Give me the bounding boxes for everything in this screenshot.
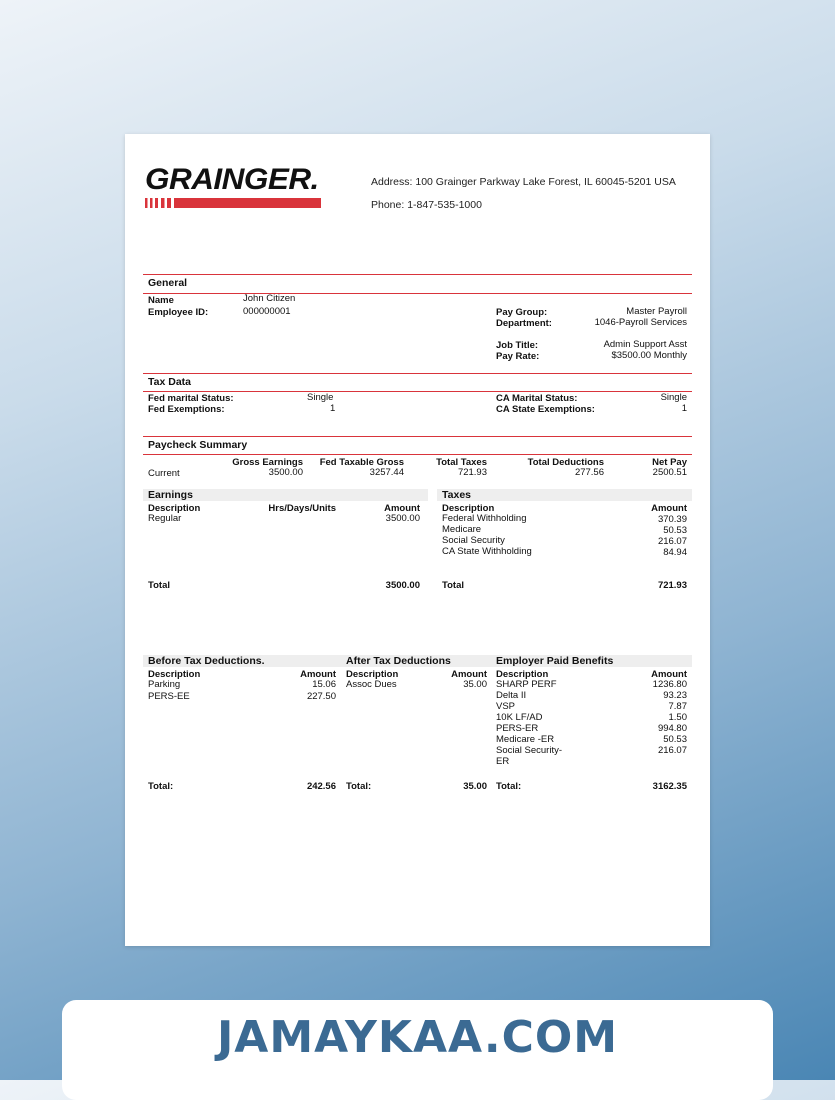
section-divider (143, 274, 692, 275)
taxes-col-description: Description (442, 503, 495, 514)
before-tax-row-amount: 227.50 (306, 691, 336, 702)
earnings-row-description: Regular (148, 513, 182, 524)
taxes-row-amount: 216.07 (657, 536, 687, 547)
benefits-row-description: Medicare -ER (496, 734, 555, 745)
watermark-card (62, 1000, 773, 1100)
benefits-row-description: SHARP PERF (496, 679, 557, 690)
benefits-row-description: ER (496, 756, 510, 767)
after-tax-col-amount: Amount (451, 669, 487, 680)
taxes-row-amount: 84.94 (663, 547, 687, 558)
summary-gross-value: 3500.00 (268, 467, 303, 478)
after-tax-row-description: Assoc Dues (346, 679, 397, 690)
pay-group-value: Master Payroll (626, 306, 687, 317)
department-value: 1046-Payroll Services (594, 317, 687, 328)
ca-marital-value: Single (660, 392, 687, 403)
taxes-row-description: Medicare (442, 524, 482, 535)
paycheck-summary-title: Paycheck Summary (148, 439, 248, 451)
summary-header-gross: Gross Earnings (232, 457, 303, 468)
earnings-row-amount: 3500.00 (385, 513, 420, 524)
ca-exemptions-label: CA State Exemptions: (496, 404, 595, 415)
benefits-col-description: Description (496, 669, 549, 680)
after-tax-title: After Tax Deductions (346, 655, 451, 667)
summary-header-fed-taxable: Fed Taxable Gross (319, 457, 404, 468)
benefits-row-description: 10K LF/AD (496, 712, 543, 723)
fed-exemptions-label: Fed Exemptions: (148, 404, 225, 415)
benefits-col-amount: Amount (651, 669, 687, 680)
before-tax-total-value: 242.56 (306, 781, 336, 792)
after-tax-col-description: Description (346, 669, 399, 680)
earnings-col-amount: Amount (384, 503, 420, 514)
section-divider (143, 391, 692, 392)
paystub-document (125, 134, 710, 946)
benefits-total-label: Total: (496, 781, 522, 792)
fed-marital-label: Fed marital Status: (148, 393, 234, 404)
summary-deductions-value: 277.56 (574, 467, 604, 478)
benefits-row-amount: 216.07 (657, 745, 687, 756)
summary-header-net-pay: Net Pay (652, 457, 687, 468)
before-tax-col-description: Description (148, 669, 201, 680)
section-divider (143, 293, 692, 294)
logo-stripe-graphic (145, 198, 321, 208)
job-title-value: Admin Support Asst (603, 339, 687, 350)
taxes-row-description: CA State Withholding (442, 546, 532, 557)
pay-group-label: Pay Group: (496, 307, 548, 318)
fed-marital-value: Single (307, 392, 334, 403)
after-tax-total-value: 35.00 (463, 781, 487, 792)
before-tax-title: Before Tax Deductions. (148, 655, 265, 667)
summary-net-pay-value: 2500.51 (652, 467, 687, 478)
watermark-text: JAMAYKAA.COM (216, 1012, 619, 1063)
before-tax-row-description: PERS-EE (148, 691, 190, 702)
benefits-row-description: VSP (496, 701, 516, 712)
before-tax-row-description: Parking (148, 679, 181, 690)
grainger-logo: GRAINGER. (145, 163, 319, 196)
ca-marital-label: CA Marital Status: (496, 393, 578, 404)
taxes-row-description: Social Security (442, 535, 505, 546)
benefits-row-description: Social Security- (496, 745, 562, 756)
company-phone: Phone: 1-847-535-1000 (371, 199, 482, 211)
taxes-row-description: Federal Withholding (442, 513, 527, 524)
benefits-row-amount: 1236.80 (652, 679, 687, 690)
department-label: Department: (496, 318, 552, 329)
benefits-row-description: Delta II (496, 690, 527, 701)
benefits-row-amount: 1.50 (668, 712, 687, 723)
taxes-row-amount: 50.53 (663, 525, 687, 536)
section-divider (143, 436, 692, 437)
summary-taxes-value: 721.93 (457, 467, 487, 478)
benefits-row-amount: 994.80 (657, 723, 687, 734)
benefits-row-description: PERS-ER (496, 723, 539, 734)
taxes-row-amount: 370.39 (657, 514, 687, 525)
name-label: Name (148, 295, 174, 306)
summary-header-taxes: Total Taxes (436, 457, 487, 468)
pay-rate-value: $3500.00 Monthly (611, 350, 687, 361)
taxes-col-amount: Amount (651, 503, 687, 514)
earnings-title: Earnings (148, 489, 193, 501)
name-value: John Citizen (243, 293, 296, 304)
job-title-label: Job Title: (496, 340, 539, 351)
employer-benefits-title: Employer Paid Benefits (496, 655, 614, 667)
ca-exemptions-value: 1 (681, 403, 687, 414)
general-section-title: General (148, 277, 188, 289)
benefits-total-value: 3162.35 (652, 781, 687, 792)
after-tax-total-label: Total: (346, 781, 372, 792)
before-tax-total-label: Total: (148, 781, 174, 792)
benefits-row-amount: 50.53 (663, 734, 687, 745)
section-divider (143, 373, 692, 374)
earnings-col-description: Description (148, 503, 201, 514)
summary-header-deductions: Total Deductions (527, 457, 604, 468)
benefits-row-amount: 93.23 (663, 690, 687, 701)
pay-rate-label: Pay Rate: (496, 351, 540, 362)
section-divider (143, 454, 692, 455)
earnings-total-label: Total (148, 580, 170, 591)
earnings-col-hours: Hrs/Days/Units (268, 503, 336, 514)
taxes-total-value: 721.93 (657, 580, 687, 591)
taxes-header-bar (437, 489, 692, 501)
tax-data-section-title: Tax Data (148, 376, 191, 388)
employee-id-value: 000000001 (243, 306, 291, 317)
summary-row-label: Current (148, 468, 180, 479)
benefits-row-amount: 7.87 (668, 701, 687, 712)
fed-exemptions-value: 1 (330, 403, 336, 414)
employee-id-label: Employee ID: (148, 307, 209, 318)
company-address: Address: 100 Grainger Parkway Lake Forest, IL 60045-5201 USA (371, 176, 676, 188)
before-tax-col-amount: Amount (300, 669, 336, 680)
taxes-title: Taxes (442, 489, 471, 501)
summary-fed-taxable-value: 3257.44 (369, 467, 404, 478)
after-tax-row-amount: 35.00 (463, 679, 487, 690)
earnings-total-value: 3500.00 (385, 580, 420, 591)
taxes-total-label: Total (442, 580, 464, 591)
before-tax-row-amount: 15.06 (312, 679, 336, 690)
